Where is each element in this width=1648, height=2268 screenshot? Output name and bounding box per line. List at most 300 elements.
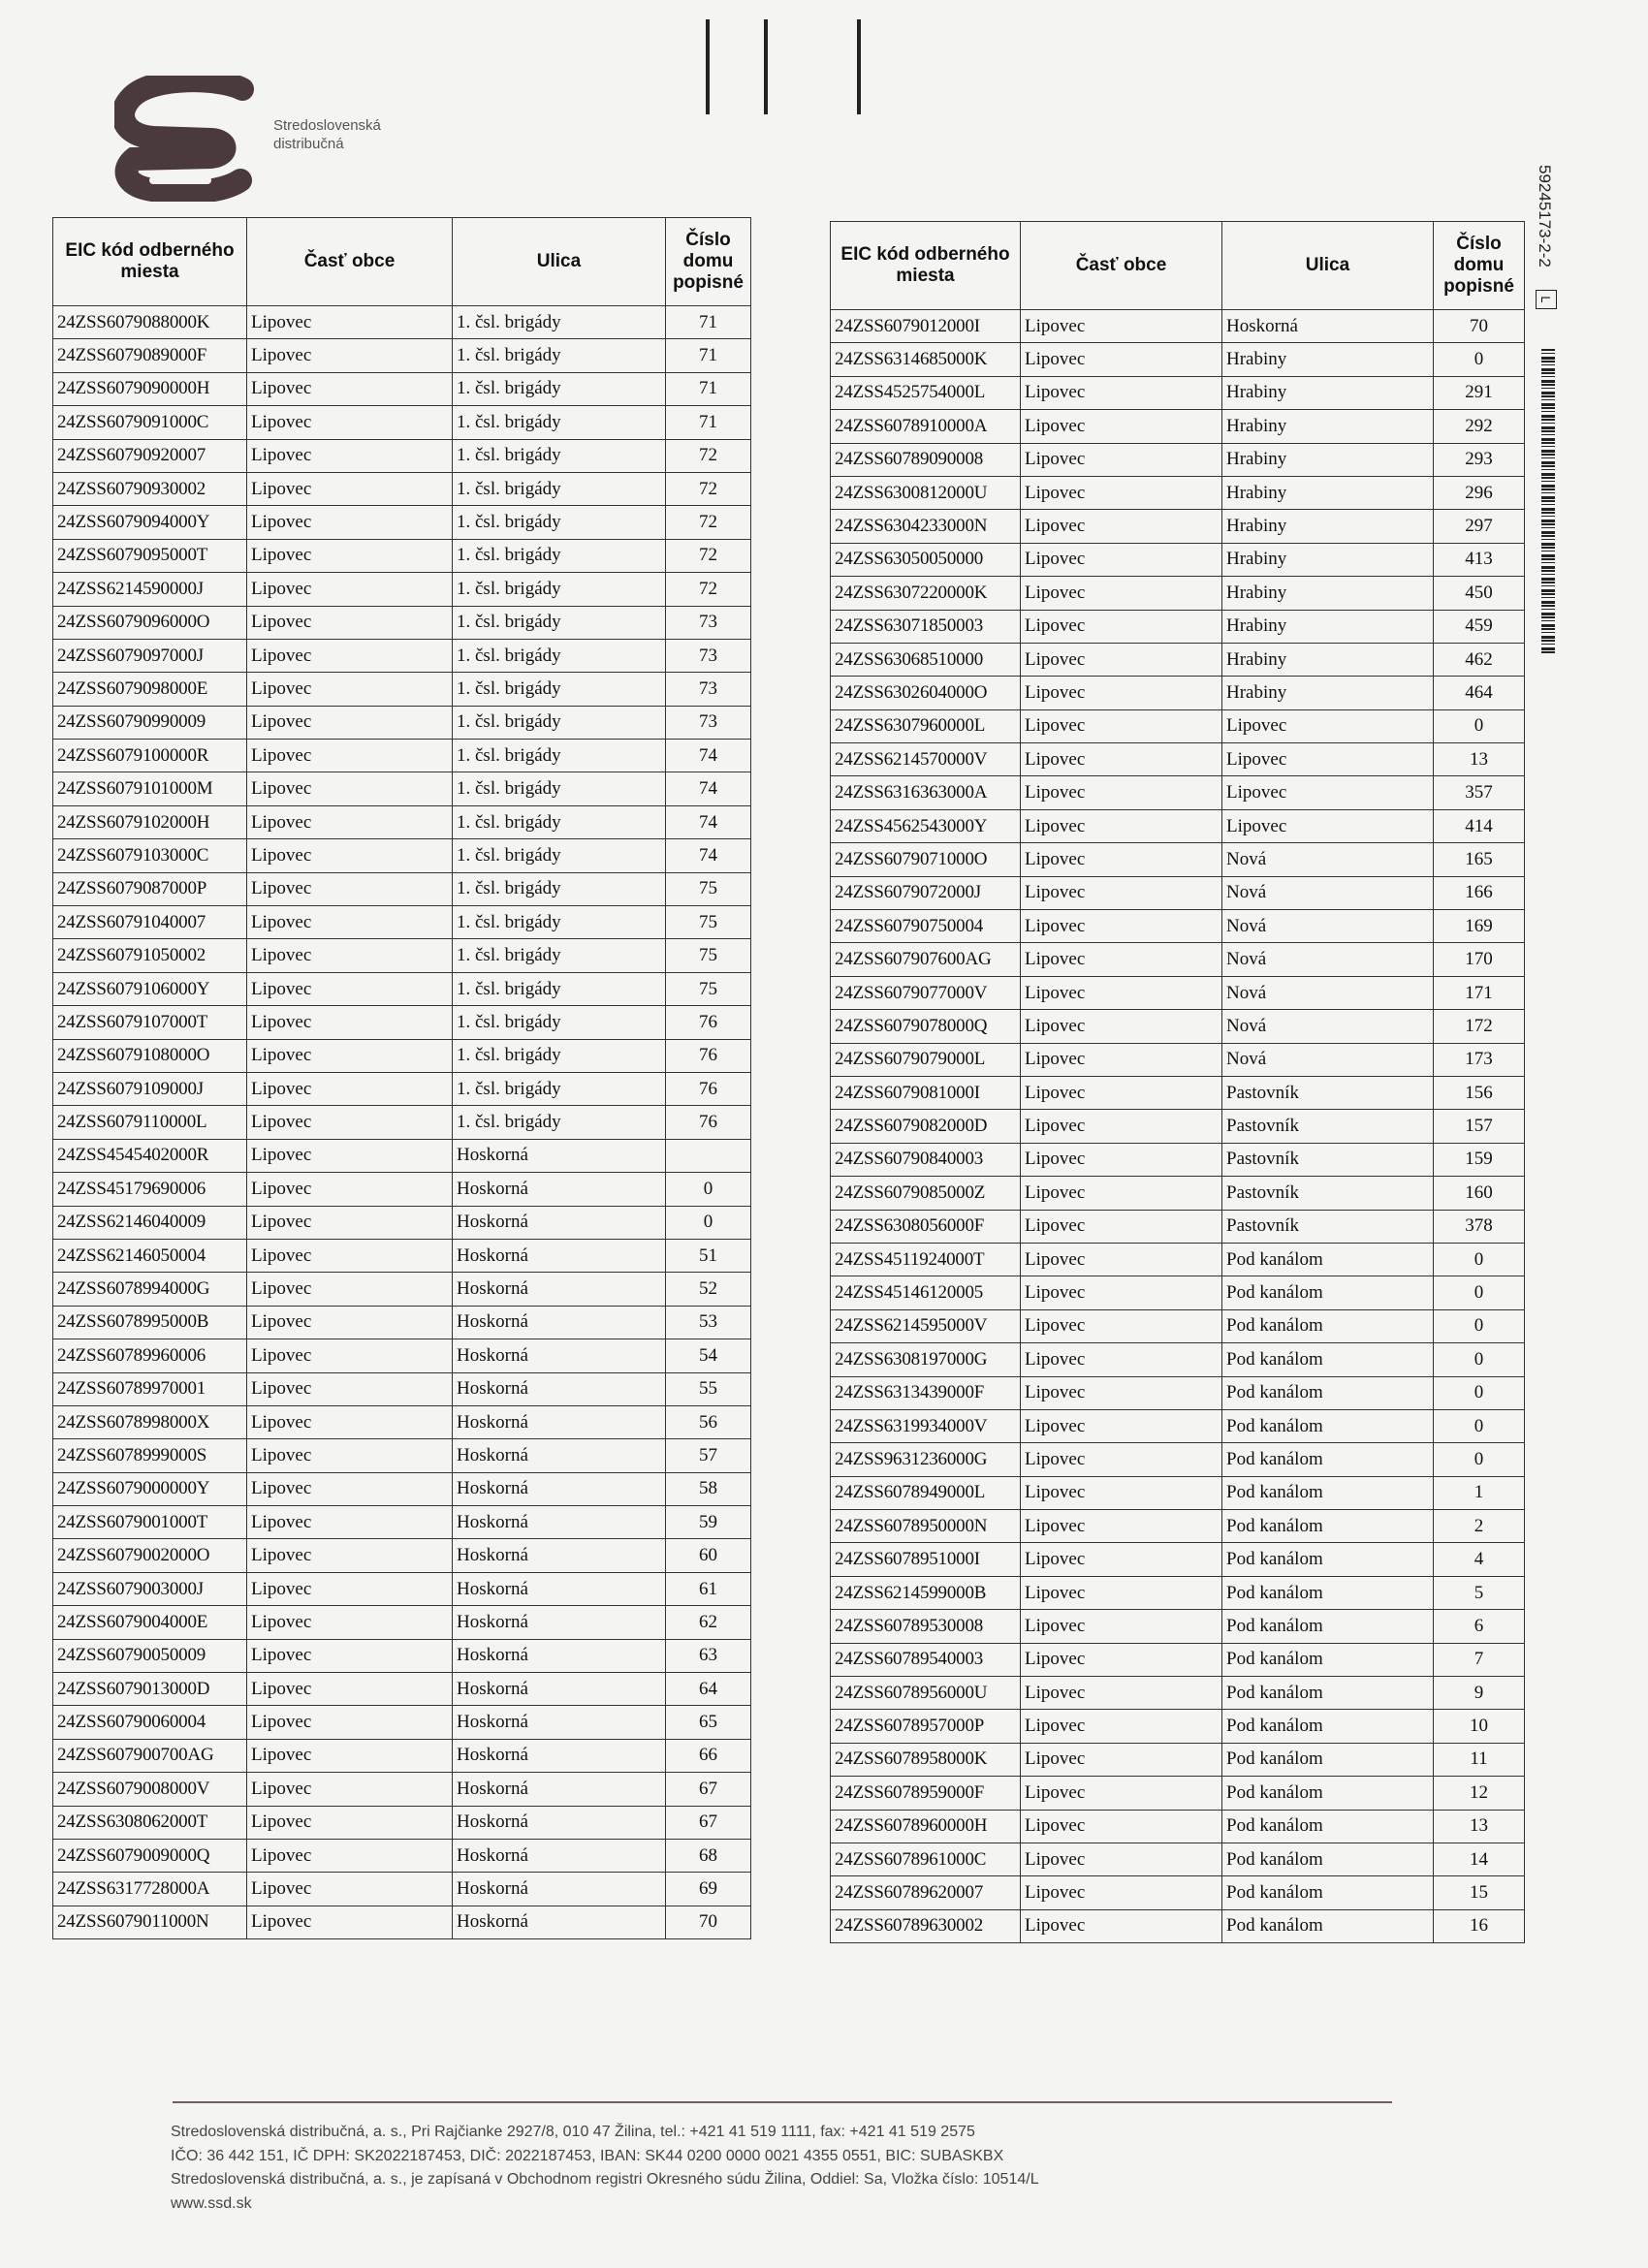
cislo-cell: 172 — [1434, 1010, 1525, 1043]
cislo-cell: 72 — [666, 573, 751, 606]
cast-obce-cell: Lipovec — [247, 1072, 453, 1105]
cast-obce-cell: Lipovec — [1021, 1443, 1222, 1476]
eic-code-cell: 24ZSS6079003000J — [53, 1572, 247, 1605]
cislo-cell: 56 — [666, 1405, 751, 1438]
eic-code-cell: 24ZSS607900700AG — [53, 1739, 247, 1772]
ulica-cell: Lipovec — [1222, 776, 1434, 809]
cast-obce-cell: Lipovec — [247, 1106, 453, 1139]
cast-obce-cell: Lipovec — [247, 306, 453, 339]
cislo-cell: 0 — [1434, 1409, 1525, 1442]
cast-obce-cell: Lipovec — [247, 706, 453, 739]
ulica-cell: 1. čsl. brigády — [453, 839, 666, 872]
eic-code-cell: 24ZSS60790840003 — [831, 1143, 1021, 1176]
cislo-cell: 160 — [1434, 1177, 1525, 1210]
eic-code-cell: 24ZSS6079101000M — [53, 772, 247, 805]
table-row — [53, 673, 751, 706]
table-row — [53, 1372, 751, 1405]
eic-code-cell: 24ZSS6079108000O — [53, 1039, 247, 1072]
ulica-cell: Lipovec — [1222, 743, 1434, 776]
cislo-cell: 0 — [1434, 1276, 1525, 1309]
cast-obce-cell: Lipovec — [1021, 776, 1222, 809]
ulica-cell: Hoskorná — [453, 1239, 666, 1272]
ulica-cell: 1. čsl. brigády — [453, 1106, 666, 1139]
cislo-cell: 72 — [666, 506, 751, 539]
ulica-cell: 1. čsl. brigády — [453, 1072, 666, 1105]
cislo-cell: 72 — [666, 472, 751, 505]
table-row — [831, 1276, 1525, 1309]
cislo-cell: 2 — [1434, 1510, 1525, 1543]
table-row — [831, 376, 1525, 409]
ulica-cell: Hoskorná — [453, 1873, 666, 1906]
eic-code-cell: 24ZSS6314685000K — [831, 343, 1021, 376]
cast-obce-cell: Lipovec — [1021, 643, 1222, 676]
cislo-cell: 73 — [666, 706, 751, 739]
eic-code-cell: 24ZSS6300812000U — [831, 476, 1021, 509]
ssd-logo-icon — [114, 76, 260, 202]
ulica-cell: 1. čsl. brigády — [453, 939, 666, 972]
cast-obce-cell: Lipovec — [247, 1606, 453, 1639]
cislo-cell: 0 — [1434, 1243, 1525, 1276]
left-table — [52, 217, 751, 1939]
cast-obce-cell: Lipovec — [1021, 843, 1222, 876]
cislo-cell: 0 — [1434, 1343, 1525, 1376]
cast-obce-cell: Lipovec — [1021, 1810, 1222, 1843]
cislo-cell: 58 — [666, 1472, 751, 1505]
table-row — [831, 876, 1525, 909]
cast-obce-cell: Lipovec — [247, 1706, 453, 1739]
ulica-cell: Lipovec — [1222, 809, 1434, 842]
ulica-cell: Hoskorná — [453, 1173, 666, 1206]
table-row — [831, 443, 1525, 476]
cislo-cell: 414 — [1434, 809, 1525, 842]
cast-obce-cell: Lipovec — [247, 1139, 453, 1172]
cislo-cell: 293 — [1434, 443, 1525, 476]
eic-code-cell: 24ZSS6079091000C — [53, 406, 247, 439]
ulica-cell: Pastovník — [1222, 1110, 1434, 1143]
cislo-cell: 4 — [1434, 1543, 1525, 1576]
cislo-cell: 14 — [1434, 1843, 1525, 1875]
cast-obce-cell: Lipovec — [1021, 910, 1222, 943]
table-row — [53, 1506, 751, 1539]
ulica-cell: Pod kanálom — [1222, 1276, 1434, 1309]
eic-code-cell: 24ZSS6078994000G — [53, 1273, 247, 1306]
table-row — [831, 843, 1525, 876]
table-row — [831, 643, 1525, 676]
cislo-cell: 71 — [666, 372, 751, 405]
eic-code-cell: 24ZSS4562543000Y — [831, 809, 1021, 842]
cislo-cell: 73 — [666, 606, 751, 639]
cast-obce-cell: Lipovec — [247, 606, 453, 639]
table-row — [53, 706, 751, 739]
col-cast-obce: Časť obce — [1021, 222, 1222, 310]
cast-obce-cell: Lipovec — [247, 1173, 453, 1206]
cast-obce-cell: Lipovec — [247, 939, 453, 972]
table-header — [831, 222, 1525, 310]
ulica-cell: 1. čsl. brigády — [453, 439, 666, 472]
cislo-cell: 75 — [666, 972, 751, 1005]
eic-code-cell: 24ZSS60790930002 — [53, 472, 247, 505]
ulica-cell: Pod kanálom — [1222, 1543, 1434, 1576]
cast-obce-cell: Lipovec — [1021, 1343, 1222, 1376]
document-code-box: L — [1536, 290, 1557, 309]
cast-obce-cell: Lipovec — [247, 1405, 453, 1438]
ulica-cell: Hoskorná — [453, 1472, 666, 1505]
eic-code-cell: 24ZSS6079001000T — [53, 1506, 247, 1539]
eic-code-cell: 24ZSS6308062000T — [53, 1806, 247, 1839]
ulica-cell: 1. čsl. brigády — [453, 406, 666, 439]
cislo-cell: 73 — [666, 639, 751, 672]
ulica-cell: Hrabiny — [1222, 577, 1434, 610]
ulica-cell: Pod kanálom — [1222, 1576, 1434, 1609]
table-row — [53, 939, 751, 972]
table-row — [53, 906, 751, 939]
cast-obce-cell: Lipovec — [247, 872, 453, 905]
cislo-cell: 173 — [1434, 1043, 1525, 1076]
eic-code-cell: 24ZSS6079085000Z — [831, 1177, 1021, 1210]
eic-code-cell: 24ZSS6078910000A — [831, 410, 1021, 443]
barcode-icon — [1541, 349, 1555, 654]
eic-code-cell: 24ZSS6079081000I — [831, 1076, 1021, 1109]
eic-code-cell: 24ZSS6079009000Q — [53, 1839, 247, 1872]
ulica-cell: 1. čsl. brigády — [453, 606, 666, 639]
cislo-cell: 71 — [666, 406, 751, 439]
cislo-cell: 75 — [666, 939, 751, 972]
cislo-cell: 72 — [666, 439, 751, 472]
table-row — [53, 1806, 751, 1839]
eic-code-cell: 24ZSS6214570000V — [831, 743, 1021, 776]
table-row — [831, 543, 1525, 576]
eic-code-cell: 24ZSS4545402000R — [53, 1139, 247, 1172]
ulica-cell: Pod kanálom — [1222, 1777, 1434, 1810]
table-row — [53, 472, 751, 505]
cast-obce-cell: Lipovec — [247, 1306, 453, 1339]
right-table — [830, 221, 1525, 1943]
cast-obce-cell: Lipovec — [1021, 809, 1222, 842]
cast-obce-cell: Lipovec — [1021, 1076, 1222, 1109]
cislo-cell: 76 — [666, 1039, 751, 1072]
table-row — [831, 410, 1525, 443]
cast-obce-cell: Lipovec — [247, 1206, 453, 1239]
cast-obce-cell: Lipovec — [1021, 1177, 1222, 1210]
table-row — [53, 606, 751, 639]
col-eic: EIC kód odberného miesta — [831, 222, 1021, 310]
ulica-cell: 1. čsl. brigády — [453, 673, 666, 706]
eic-code-cell: 24ZSS62146040009 — [53, 1206, 247, 1239]
footer-website[interactable]: www.ssd.sk — [171, 2194, 252, 2212]
table-row — [831, 1909, 1525, 1942]
eic-code-cell: 24ZSS60789090008 — [831, 443, 1021, 476]
cislo-cell: 6 — [1434, 1610, 1525, 1643]
cislo-cell: 13 — [1434, 1810, 1525, 1843]
cislo-cell: 65 — [666, 1706, 751, 1739]
cislo-cell: 70 — [1434, 310, 1525, 343]
table-row — [831, 809, 1525, 842]
cislo-cell: 52 — [666, 1273, 751, 1306]
eic-code-cell: 24ZSS9631236000G — [831, 1443, 1021, 1476]
eic-code-cell: 24ZSS6078959000F — [831, 1777, 1021, 1810]
ulica-cell: Pod kanálom — [1222, 1909, 1434, 1942]
cast-obce-cell: Lipovec — [1021, 1210, 1222, 1243]
eic-code-cell: 24ZSS6316363000A — [831, 776, 1021, 809]
cislo-cell: 74 — [666, 740, 751, 772]
table-row — [831, 1177, 1525, 1210]
eic-code-cell: 24ZSS60789630002 — [831, 1909, 1021, 1942]
cislo-cell: 73 — [666, 673, 751, 706]
ulica-cell: Hoskorná — [453, 1606, 666, 1639]
eic-code-cell: 24ZSS60790990009 — [53, 706, 247, 739]
cislo-cell: 64 — [666, 1673, 751, 1706]
table-row — [831, 610, 1525, 643]
cislo-cell: 292 — [1434, 410, 1525, 443]
eic-code-cell: 24ZSS45146120005 — [831, 1276, 1021, 1309]
cast-obce-cell: Lipovec — [1021, 1777, 1222, 1810]
cast-obce-cell: Lipovec — [247, 1572, 453, 1605]
cast-obce-cell: Lipovec — [1021, 876, 1222, 909]
ulica-cell: Hoskorná — [453, 1206, 666, 1239]
eic-code-cell: 24ZSS63050050000 — [831, 543, 1021, 576]
cast-obce-cell: Lipovec — [247, 1439, 453, 1472]
cast-obce-cell: Lipovec — [247, 906, 453, 939]
ulica-cell: Hrabiny — [1222, 510, 1434, 543]
ulica-cell: Pod kanálom — [1222, 1409, 1434, 1442]
cast-obce-cell: Lipovec — [1021, 976, 1222, 1009]
cislo-cell: 462 — [1434, 643, 1525, 676]
eic-code-cell: 24ZSS6078956000U — [831, 1677, 1021, 1710]
cast-obce-cell: Lipovec — [1021, 1576, 1222, 1609]
ulica-cell: Pod kanálom — [1222, 1376, 1434, 1409]
cislo-cell: 5 — [1434, 1576, 1525, 1609]
cast-obce-cell: Lipovec — [247, 472, 453, 505]
table-row — [53, 1673, 751, 1706]
cislo-cell: 12 — [1434, 1777, 1525, 1810]
table-row — [53, 740, 751, 772]
table-row — [831, 976, 1525, 1009]
eic-code-cell: 24ZSS6079071000O — [831, 843, 1021, 876]
footer — [171, 2121, 1039, 2216]
table-row — [53, 406, 751, 439]
ulica-cell: Hoskorná — [1222, 310, 1434, 343]
eic-code-cell: 24ZSS60790750004 — [831, 910, 1021, 943]
ulica-cell: 1. čsl. brigády — [453, 1006, 666, 1039]
table-row — [831, 1110, 1525, 1143]
cislo-cell: 61 — [666, 1572, 751, 1605]
cast-obce-cell: Lipovec — [247, 1273, 453, 1306]
cast-obce-cell: Lipovec — [1021, 1376, 1222, 1409]
cast-obce-cell: Lipovec — [1021, 1110, 1222, 1143]
ulica-cell: Hoskorná — [453, 1839, 666, 1872]
eic-code-cell: 24ZSS4511924000T — [831, 1243, 1021, 1276]
cast-obce-cell: Lipovec — [1021, 1309, 1222, 1342]
cislo-cell: 74 — [666, 805, 751, 838]
cislo-cell: 62 — [666, 1606, 751, 1639]
cislo-cell: 169 — [1434, 910, 1525, 943]
cislo-cell: 165 — [1434, 843, 1525, 876]
cast-obce-cell: Lipovec — [1021, 510, 1222, 543]
cislo-cell: 413 — [1434, 543, 1525, 576]
cast-obce-cell: Lipovec — [247, 805, 453, 838]
ulica-cell: Hrabiny — [1222, 410, 1434, 443]
eic-code-cell: 24ZSS6304233000N — [831, 510, 1021, 543]
eic-code-cell: 24ZSS60789960006 — [53, 1339, 247, 1372]
cislo-cell: 0 — [666, 1206, 751, 1239]
ulica-cell: Hoskorná — [453, 1405, 666, 1438]
cast-obce-cell: Lipovec — [1021, 1876, 1222, 1909]
eic-code-cell: 24ZSS6214595000V — [831, 1309, 1021, 1342]
table-row — [53, 872, 751, 905]
cast-obce-cell: Lipovec — [1021, 1909, 1222, 1942]
eic-code-cell: 24ZSS6079109000J — [53, 1072, 247, 1105]
table-row — [53, 1773, 751, 1806]
table-row — [53, 1439, 751, 1472]
cast-obce-cell: Lipovec — [247, 1873, 453, 1906]
table-row — [53, 1539, 751, 1572]
table-row — [831, 1210, 1525, 1243]
ulica-cell: Nová — [1222, 976, 1434, 1009]
ulica-cell: 1. čsl. brigády — [453, 740, 666, 772]
cast-obce-cell: Lipovec — [247, 1472, 453, 1505]
table-row — [53, 1339, 751, 1372]
ulica-cell: Hrabiny — [1222, 376, 1434, 409]
eic-code-cell: 24ZSS6313439000F — [831, 1376, 1021, 1409]
eic-code-cell: 24ZSS60790920007 — [53, 439, 247, 472]
cast-obce-cell: Lipovec — [247, 740, 453, 772]
cast-obce-cell: Lipovec — [1021, 1143, 1222, 1176]
cast-obce-cell: Lipovec — [247, 1739, 453, 1772]
cislo-cell: 0 — [1434, 1309, 1525, 1342]
ulica-cell: Hoskorná — [453, 1139, 666, 1172]
ulica-cell: Pod kanálom — [1222, 1710, 1434, 1743]
cislo-cell: 76 — [666, 1006, 751, 1039]
ulica-cell: Hoskorná — [453, 1773, 666, 1806]
ulica-cell: 1. čsl. brigády — [453, 805, 666, 838]
ulica-cell: 1. čsl. brigády — [453, 372, 666, 405]
table-row — [831, 1843, 1525, 1875]
ulica-cell: Nová — [1222, 910, 1434, 943]
cast-obce-cell: Lipovec — [1021, 1843, 1222, 1875]
eic-code-cell: 24ZSS6079088000K — [53, 306, 247, 339]
company-name-line2: distribučná — [273, 136, 344, 152]
table-row — [53, 1572, 751, 1605]
eic-code-cell: 24ZSS6307220000K — [831, 577, 1021, 610]
eic-code-cell: 24ZSS6079102000H — [53, 805, 247, 838]
cast-obce-cell: Lipovec — [1021, 476, 1222, 509]
table-row — [831, 510, 1525, 543]
footer-address: Stredoslovenská distribučná, a. s., Pri Rajčianke 2927/8, 010 47 Žilina, tel.: +421 41 519 1111, fax: +421 41 519 2575 — [171, 2124, 975, 2140]
eic-code-cell: 24ZSS6079106000Y — [53, 972, 247, 1005]
cast-obce-cell: Lipovec — [1021, 709, 1222, 742]
cislo-cell: 10 — [1434, 1710, 1525, 1743]
ulica-cell: Pastovník — [1222, 1177, 1434, 1210]
table-row — [831, 1743, 1525, 1776]
col-eic: EIC kód odberného miesta — [53, 218, 247, 306]
cislo-cell: 66 — [666, 1739, 751, 1772]
cislo-cell: 53 — [666, 1306, 751, 1339]
table-header — [53, 218, 751, 306]
cislo-cell: 76 — [666, 1106, 751, 1139]
eic-code-cell: 24ZSS60789620007 — [831, 1876, 1021, 1909]
cislo-cell: 69 — [666, 1873, 751, 1906]
cislo-cell: 68 — [666, 1839, 751, 1872]
cislo-cell: 0 — [666, 1173, 751, 1206]
eic-code-cell: 24ZSS6079000000Y — [53, 1472, 247, 1505]
cislo-cell: 57 — [666, 1439, 751, 1472]
cislo-cell: 170 — [1434, 943, 1525, 976]
cast-obce-cell: Lipovec — [247, 339, 453, 372]
table-row — [831, 1343, 1525, 1376]
table-row — [831, 943, 1525, 976]
eic-code-cell: 24ZSS6079078000Q — [831, 1010, 1021, 1043]
eic-code-cell: 24ZSS6302604000O — [831, 677, 1021, 709]
ulica-cell: Nová — [1222, 1043, 1434, 1076]
table-row — [831, 1777, 1525, 1810]
cast-obce-cell: Lipovec — [247, 406, 453, 439]
cislo-cell: 297 — [1434, 510, 1525, 543]
col-cislo: Číslo domu popisné — [666, 218, 751, 306]
cislo-cell: 9 — [1434, 1677, 1525, 1710]
eic-code-cell: 24ZSS60790050009 — [53, 1639, 247, 1672]
table-row — [53, 1039, 751, 1072]
ulica-cell: Pod kanálom — [1222, 1843, 1434, 1875]
ulica-cell: Hrabiny — [1222, 610, 1434, 643]
cislo-cell: 60 — [666, 1539, 751, 1572]
footer-rule — [173, 2101, 1392, 2103]
ulica-cell: Pod kanálom — [1222, 1810, 1434, 1843]
company-logo — [114, 76, 260, 202]
table-row — [53, 1173, 751, 1206]
cast-obce-cell: Lipovec — [247, 1773, 453, 1806]
ulica-cell: Nová — [1222, 943, 1434, 976]
cislo-cell: 74 — [666, 772, 751, 805]
ulica-cell: Hoskorná — [453, 1506, 666, 1539]
ulica-cell: 1. čsl. brigády — [453, 972, 666, 1005]
cast-obce-cell: Lipovec — [247, 1539, 453, 1572]
eic-code-cell: 24ZSS6079103000C — [53, 839, 247, 872]
eic-code-cell: 24ZSS60791040007 — [53, 906, 247, 939]
ulica-cell: Pod kanálom — [1222, 1476, 1434, 1509]
ulica-cell: 1. čsl. brigády — [453, 906, 666, 939]
cast-obce-cell: Lipovec — [1021, 1710, 1222, 1743]
table-row — [831, 1510, 1525, 1543]
table-row — [53, 372, 751, 405]
table-row — [53, 805, 751, 838]
cast-obce-cell: Lipovec — [1021, 943, 1222, 976]
table-row — [831, 1010, 1525, 1043]
cast-obce-cell: Lipovec — [1021, 677, 1222, 709]
table-row — [53, 1405, 751, 1438]
eic-code-cell: 24ZSS60789540003 — [831, 1643, 1021, 1676]
table-row — [831, 910, 1525, 943]
table-row — [831, 343, 1525, 376]
ulica-cell: 1. čsl. brigády — [453, 639, 666, 672]
cast-obce-cell: Lipovec — [247, 673, 453, 706]
ulica-cell: Hoskorná — [453, 1739, 666, 1772]
ulica-cell: Hoskorná — [453, 1439, 666, 1472]
eic-code-cell: 24ZSS6308197000G — [831, 1343, 1021, 1376]
eic-code-cell: 24ZSS6319934000V — [831, 1409, 1021, 1442]
cislo-cell — [666, 1139, 751, 1172]
table-row — [831, 1409, 1525, 1442]
table-row — [831, 743, 1525, 776]
cast-obce-cell: Lipovec — [1021, 1643, 1222, 1676]
table-row — [53, 1206, 751, 1239]
col-ulica: Ulica — [1222, 222, 1434, 310]
eic-code-cell: 24ZSS6307960000L — [831, 709, 1021, 742]
cast-obce-cell: Lipovec — [1021, 1243, 1222, 1276]
company-name-line1: Stredoslovenská — [273, 117, 381, 134]
ulica-cell: Pod kanálom — [1222, 1876, 1434, 1909]
cislo-cell: 72 — [666, 539, 751, 572]
eic-code-cell: 24ZSS6079072000J — [831, 876, 1021, 909]
